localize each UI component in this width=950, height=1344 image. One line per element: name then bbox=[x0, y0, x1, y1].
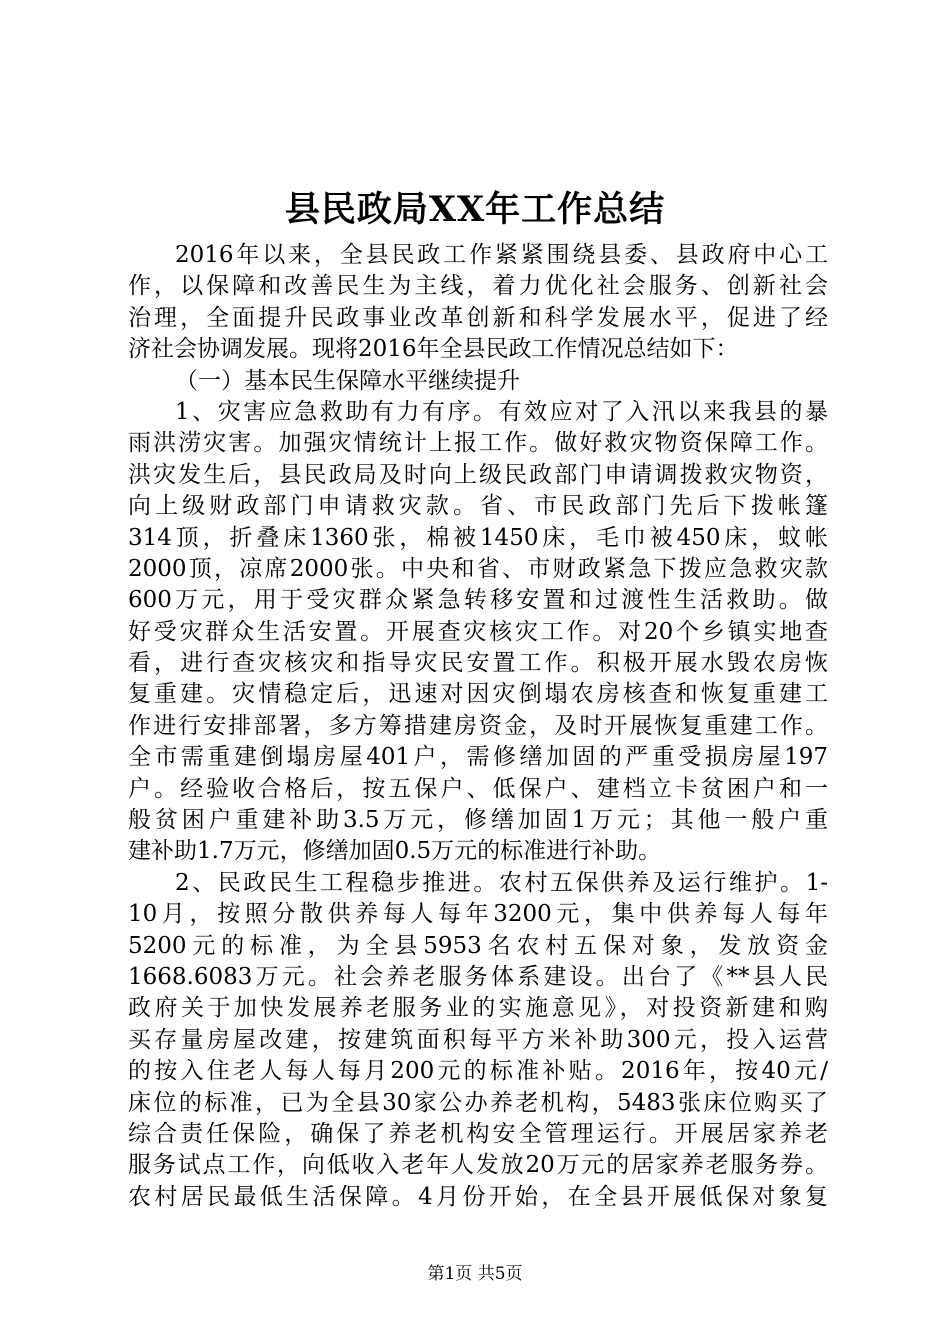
text-line: 作，以保障和改善民生为主线，着力优化社会服务、创新社会 bbox=[128, 273, 828, 300]
text-line: 综合责任保险，确保了养老机构安全管理运行。开展居家养老 bbox=[128, 1120, 828, 1147]
text-line: 2、民政民生工程稳步推进。农村五保供养及运行维护。1- bbox=[175, 869, 828, 896]
text-line: 好受灾群众生活安置。开展查灾核灾工作。对20个乡镇实地查 bbox=[128, 618, 828, 645]
text-line: 济社会协调发展。现将2016年全县民政工作情况总结如下： bbox=[128, 336, 739, 363]
text-line: 洪灾发生后，县民政局及时向上级民政部门申请调拨救灾物资， bbox=[128, 461, 828, 488]
document-title: 县民政局XX年工作总结 bbox=[284, 189, 666, 230]
text-line: 2000顶，凉席2000张。中央和省、市财政紧急下拨应急救灾款 bbox=[128, 555, 828, 582]
text-line: 建补助1.7万元，修缮加固0.5万元的标准进行补助。 bbox=[128, 838, 662, 865]
text-line: 向上级财政部门申请救灾款。省、市民政部门先后下拨帐篷 bbox=[128, 493, 828, 520]
text-line: 1668.6083万元。社会养老服务体系建设。出台了《**县人民 bbox=[128, 963, 828, 990]
text-line: 农村居民最低生活保障。4月份开始，在全县开展低保对象复 bbox=[128, 1183, 828, 1210]
text-line: 复重建。灾情稳定后，迅速对因灾倒塌农房核查和恢复重建工 bbox=[128, 681, 828, 708]
text-line: 政府关于加快发展养老服务业的实施意见》，对投资新建和购 bbox=[128, 995, 828, 1022]
text-line: 治理，全面提升民政事业改革创新和科学发展水平，促进了经 bbox=[128, 304, 828, 331]
text-line: 10月，按照分散供养每人每年3200元，集中供养每人每年 bbox=[128, 901, 828, 928]
text-line: 看，进行查灾核灾和指导灾民安置工作。积极开展水毁农房恢 bbox=[128, 650, 828, 677]
page-footer: 第1页 共5页 bbox=[427, 1264, 523, 1284]
document-body bbox=[128, 240, 828, 1213]
text-line: 床位的标准，已为全县30家公办养老机构，5483张床位购买了 bbox=[128, 1089, 828, 1116]
text-line: 买存量房屋改建，按建筑面积每平方米补助300元，投入运营 bbox=[128, 1026, 828, 1053]
text-line: 户。经验收合格后，按五保户、低保户、建档立卡贫困户和一 bbox=[128, 775, 828, 802]
text-line: 般贫困户重建补助3.5万元，修缮加固1万元；其他一般户重 bbox=[128, 807, 828, 834]
text-line: 2016年以来，全县民政工作紧紧围绕县委、县政府中心工 bbox=[175, 242, 828, 268]
text-line: 作进行安排部署，多方筹措建房资金，及时开展恢复重建工作。 bbox=[128, 712, 828, 739]
section-heading: （一）基本民生保障水平继续提升 bbox=[175, 367, 520, 394]
text-line: 的按入住老人每人每月200元的标准补贴。2016年，按40元/ bbox=[128, 1058, 828, 1085]
text-line: 314顶，折叠床1360张，棉被1450床，毛巾被450床，蚊帐 bbox=[128, 524, 828, 551]
text-line: 全市需重建倒塌房屋401户，需修缮加固的严重受损房屋197 bbox=[128, 744, 828, 771]
text-line: 5200元的标准，为全县5953名农村五保对象，发放资金 bbox=[128, 932, 828, 959]
text-line: 600万元，用于受灾群众紧急转移安置和过渡性生活救助。做 bbox=[128, 587, 828, 614]
text-line: 1、灾害应急救助有力有序。有效应对了入汛以来我县的暴 bbox=[175, 398, 828, 425]
text-line: 服务试点工作，向低收入老年人发放20万元的居家养老服务券。 bbox=[128, 1152, 828, 1179]
text-line: 雨洪涝灾害。加强灾情统计上报工作。做好救灾物资保障工作。 bbox=[128, 430, 828, 457]
